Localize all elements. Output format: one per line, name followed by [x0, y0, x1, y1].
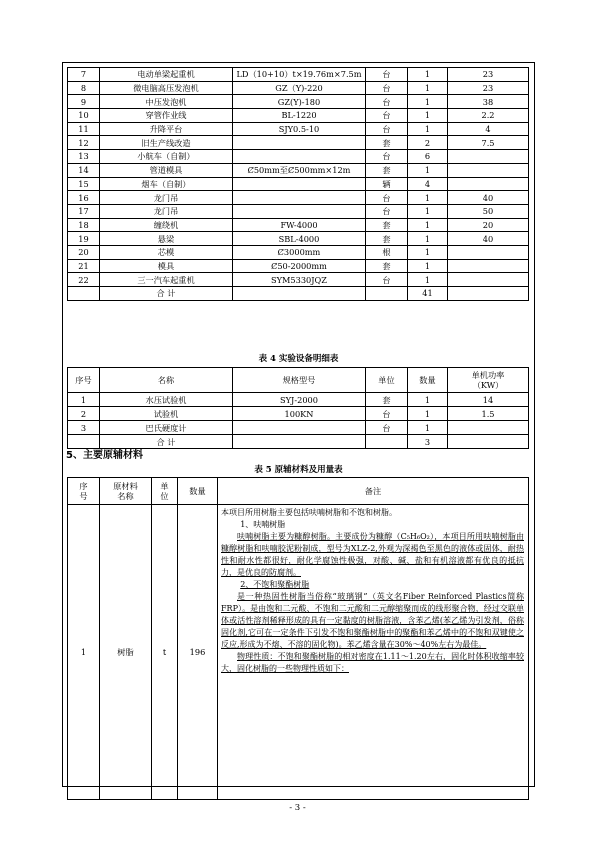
cell-spec: [233, 136, 366, 150]
cell-unit: 套: [366, 163, 408, 177]
cell-qty: 1: [408, 245, 448, 259]
table-row: [68, 421, 529, 435]
cell-qty: 1: [408, 109, 448, 123]
cell-name: 三一汽车起重机: [100, 273, 233, 287]
cell-spec: [233, 177, 366, 191]
cell-unit: 台: [366, 95, 408, 109]
materials-table: [67, 477, 529, 800]
cell-unit: 台: [366, 122, 408, 136]
table-row: [68, 68, 529, 82]
col-header-no: 序号: [68, 368, 100, 393]
cell-unit: 台: [366, 68, 408, 82]
cell-no: 2: [68, 407, 100, 421]
cell-power: [448, 259, 529, 273]
cell-qty: 1: [408, 81, 448, 95]
cell-spec: GZ（Y)-220: [233, 81, 366, 95]
total-qty: 41: [408, 287, 448, 301]
cell-power: 1.5: [448, 407, 529, 421]
notes-polyester-text-content: 是一种热固性树脂当俗称“玻璃钢”（英文名Fiber Reinforced Plastics简称FRP）。是由饱和二元酸、不饱和二元酸和二元醇缩聚而成的线形聚合物，经过交联单体或活性溶剂稀释形成的具有一定黏度的树脂溶液，含苯乙烯(苯乙烯为引发剂，俗称固化剂,它可在一定条件下引发不饱和聚酯树脂中的聚酯和苯乙烯中的不饱和双键使之反应,形成为不熔、不溶的固化物)。苯乙烯含量在30%～40%左右为最佳。: [221, 592, 524, 649]
table-row: [68, 505, 529, 800]
col-header-power: [448, 368, 529, 393]
test-equipment-table: [67, 367, 529, 449]
col-header-unit: 单位: [366, 368, 408, 393]
cell-spec: GZ(Y)-180: [233, 95, 366, 109]
cell-power: 40: [448, 232, 529, 246]
cell-qty: 1: [408, 273, 448, 287]
cell-unit: 套: [366, 393, 408, 407]
cell-unit: 台: [366, 421, 408, 435]
cell-unit: 套: [366, 232, 408, 246]
cell-power: 23: [448, 68, 529, 82]
cell-name: 中压发泡机: [100, 95, 233, 109]
cell-no: 3: [68, 421, 100, 435]
cell-power: 38: [448, 95, 529, 109]
cell-qty: 4: [408, 177, 448, 191]
cell-no: 15: [68, 177, 100, 191]
notes-physical-properties: [221, 651, 524, 675]
cell-name: 模具: [100, 259, 233, 273]
cell-unit: 台: [366, 81, 408, 95]
notes-heading-polyester: [221, 579, 524, 591]
total-power: [448, 287, 529, 301]
col-header-no: [68, 478, 100, 505]
cell-spec: 100KN: [233, 407, 366, 421]
cell-no: 18: [68, 218, 100, 232]
cell-spec: LD（10+10）t×19.76m×7.5m: [233, 68, 366, 82]
cell-spec: Ȼ3000mm: [233, 245, 366, 259]
cell-name: 电动单梁起重机: [100, 68, 233, 82]
col-header-no-line2: 号: [79, 491, 88, 501]
notes-intro: 本项目所用树脂主要包括呋喃树脂和不饱和树脂。: [221, 508, 397, 517]
cell-spec: SJY0.5-10: [233, 122, 366, 136]
cell-name: 小航车（自制）: [100, 150, 233, 164]
total-label: 合 计: [100, 287, 233, 301]
cell-power: [448, 421, 529, 435]
notes-polyester-text: [221, 591, 524, 651]
cell-name: 芯模: [100, 245, 233, 259]
cell-unit: 台: [366, 191, 408, 205]
total-unit: [366, 435, 408, 449]
cell-name: 微电脑高压发泡机: [100, 81, 233, 95]
cell-power: [448, 273, 529, 287]
cell-name: 水压试验机: [100, 393, 233, 407]
cell-qty: 1: [408, 191, 448, 205]
cell-power: [448, 150, 529, 164]
cell-qty: 1: [408, 421, 448, 435]
table-row: [68, 109, 529, 123]
cell-spec: SYJ-2000: [233, 393, 366, 407]
cell-no: 10: [68, 109, 100, 123]
cell-power: 40: [448, 191, 529, 205]
cell-qty: 2: [408, 136, 448, 150]
col-header-unit: [152, 478, 178, 505]
table4-caption: 表 4 实验设备明细表: [258, 354, 339, 364]
col-header-spec: 规格型号: [233, 368, 366, 393]
cell-qty: 1: [408, 68, 448, 82]
cell-qty: 196: [178, 505, 218, 800]
cell-power: [448, 177, 529, 191]
cell-spec: Ȼ50-2000mm: [233, 259, 366, 273]
cell-unit: 根: [366, 245, 408, 259]
total-no: [68, 287, 100, 301]
cell-qty: 1: [408, 232, 448, 246]
cell-qty: 1: [408, 393, 448, 407]
cell-power: 14: [448, 393, 529, 407]
table-row: [68, 81, 529, 95]
cell-notes: [218, 505, 529, 800]
table-row: [68, 259, 529, 273]
total-unit: [366, 287, 408, 301]
cell-qty: 6: [408, 150, 448, 164]
cell-name: 旧生产线改造: [100, 136, 233, 150]
cell-qty: 1: [408, 407, 448, 421]
cell-name: 管道模具: [100, 163, 233, 177]
cell-spec: BL-1220: [233, 109, 366, 123]
cell-power: 2.2: [448, 109, 529, 123]
table-row: [68, 95, 529, 109]
cell-no: 11: [68, 122, 100, 136]
cell-qty: 1: [408, 259, 448, 273]
cell-material: 树脂: [100, 505, 152, 800]
table-row: [68, 204, 529, 218]
cell-unit: 套: [366, 259, 408, 273]
cell-power: 4: [448, 122, 529, 136]
page-number: - 3 -: [289, 803, 306, 813]
table-row: [68, 177, 529, 191]
cell-spec: [233, 150, 366, 164]
col-header-power-line1: 单机功率: [471, 370, 505, 380]
cell-qty: 1: [408, 95, 448, 109]
cell-no: 12: [68, 136, 100, 150]
table-row: [68, 407, 529, 421]
cell-no: 14: [68, 163, 100, 177]
cell-no: 9: [68, 95, 100, 109]
total-power: [448, 435, 529, 449]
cell-name: 穿管作业线: [100, 109, 233, 123]
cell-no: 1: [68, 393, 100, 407]
total-spec: [233, 287, 366, 301]
col-header-power-line2: （KW）: [472, 380, 504, 390]
cell-spec: [233, 191, 366, 205]
cell-unit: 台: [366, 407, 408, 421]
cell-no: 1: [68, 505, 100, 800]
cell-spec: SBL-4000: [233, 232, 366, 246]
cell-name: 悬梁: [100, 232, 233, 246]
total-label: 合 计: [100, 435, 233, 449]
cell-name: 烟车（自制）: [100, 177, 233, 191]
col-header-material-line2: 名称: [117, 491, 134, 501]
cell-spec: [233, 204, 366, 218]
cell-spec: Ȼ50mm至Ȼ500mm×12m: [233, 163, 366, 177]
cell-unit: t: [152, 505, 178, 800]
table-row: [68, 150, 529, 164]
col-header-name: 名称: [100, 368, 233, 393]
col-header-unit-line2: 位: [160, 491, 169, 501]
cell-unit: 套: [366, 136, 408, 150]
notes-heading-polyester-text: 2、不饱和聚酯树脂: [240, 580, 310, 589]
table-row: [68, 232, 529, 246]
col-header-material-line1: 原材料: [113, 481, 138, 491]
cell-unit: 台: [366, 109, 408, 123]
notes-furan-text: [221, 531, 524, 579]
cell-no: 8: [68, 81, 100, 95]
notes-furan-text-content: 呋喃树脂主要为糠醇树脂。主要成份为糠醇（C₅H₆O₂），本项目所用呋喃树脂由糠醇树脂和呋喃胶泥粉制成，型号为XLZ-2,外观为深褐色至黑色的液体或固体，耐热性和耐水性都很好，耐化学腐蚀性极强，对酸、碱、盐和有机溶液都有优良的抵抗力，是优良的防腐剂。: [221, 532, 524, 577]
cell-name: 升降平台: [100, 122, 233, 136]
cell-unit: 套: [366, 218, 408, 232]
col-header-no-line1: 序: [79, 481, 88, 491]
table-row: [68, 393, 529, 407]
cell-qty: 1: [408, 218, 448, 232]
col-header-qty: 数量: [408, 368, 448, 393]
table-row: [68, 218, 529, 232]
cell-unit: 台: [366, 204, 408, 218]
cell-power: 20: [448, 218, 529, 232]
cell-no: 7: [68, 68, 100, 82]
cell-name: 龙门吊: [100, 204, 233, 218]
cell-no: 17: [68, 204, 100, 218]
cell-name: 龙门吊: [100, 191, 233, 205]
col-header-material: [100, 478, 152, 505]
cell-power: [448, 163, 529, 177]
cell-unit: 台: [366, 150, 408, 164]
cell-name: 巴氏硬度计: [100, 421, 233, 435]
table-row: [68, 122, 529, 136]
table-row: [68, 191, 529, 205]
notes-heading-furan: 1、呋喃树脂: [240, 520, 286, 529]
table-row: [68, 136, 529, 150]
table5-caption: 表 5 原辅材料及用量表: [254, 465, 343, 475]
cell-no: 13: [68, 150, 100, 164]
cell-no: 22: [68, 273, 100, 287]
section-heading: 5、主要原辅材料: [66, 450, 143, 461]
table-row: [68, 273, 529, 287]
cell-spec: [233, 421, 366, 435]
table-row: [68, 163, 529, 177]
cell-qty: 1: [408, 163, 448, 177]
notes-physical-properties-content: 物理性质：不饱和聚酯树脂的相对密度在1.11～1.20左右，固化时体积收缩率较大，固化树脂的一些物理性质如下：: [221, 652, 524, 673]
cell-qty: 1: [408, 122, 448, 136]
cell-unit: 台: [366, 273, 408, 287]
cell-qty: 1: [408, 204, 448, 218]
cell-spec: SYM5330JQZ: [233, 273, 366, 287]
cell-no: 20: [68, 245, 100, 259]
cell-no: 16: [68, 191, 100, 205]
cell-power: 50: [448, 204, 529, 218]
cell-unit: 辆: [366, 177, 408, 191]
cell-no: 19: [68, 232, 100, 246]
cell-no: 21: [68, 259, 100, 273]
cell-spec: FW-4000: [233, 218, 366, 232]
cell-name: 试验机: [100, 407, 233, 421]
cell-name: 缠绕机: [100, 218, 233, 232]
table4-header-row: [68, 368, 529, 393]
total-spec: [233, 435, 366, 449]
table5-header-row: [68, 478, 529, 505]
col-header-qty: 数量: [178, 478, 218, 505]
cell-power: [448, 245, 529, 259]
total-row: [68, 287, 529, 301]
cell-power: 7.5: [448, 136, 529, 150]
cell-power: 23: [448, 81, 529, 95]
table-row: [68, 245, 529, 259]
col-header-notes: 备注: [218, 478, 529, 505]
col-header-unit-line1: 单: [160, 481, 169, 491]
equipment-table: [67, 67, 529, 301]
total-qty: 3: [408, 435, 448, 449]
